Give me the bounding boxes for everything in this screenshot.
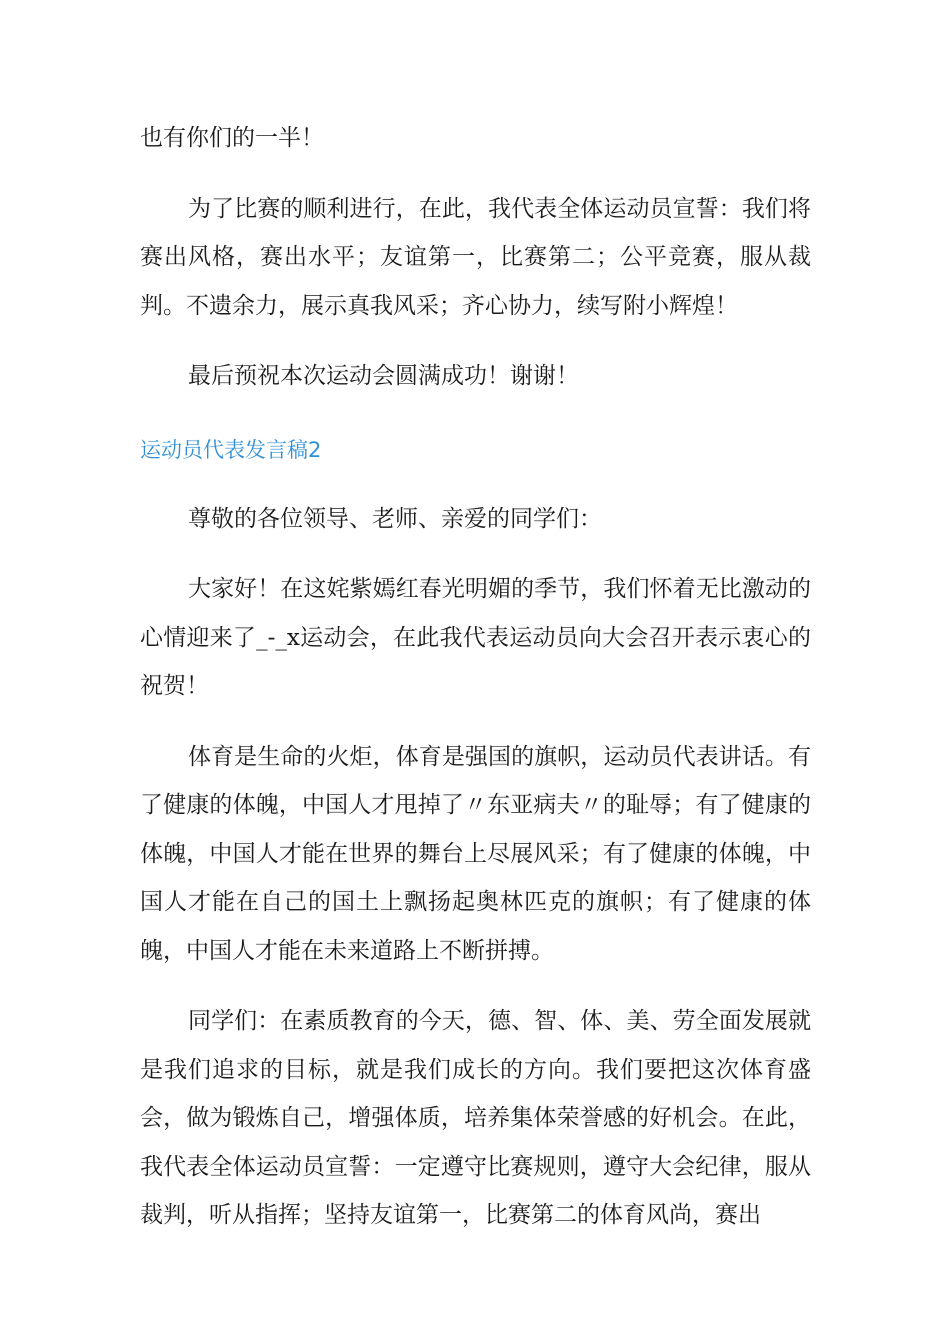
- paragraph-continuation: 也有你们的一半！: [140, 125, 324, 151]
- paragraph-greeting: 大家好！在这姹紫嫣红春光明媚的季节，我们怀着无比激动的心情迎来了_-_x运动会，在此我代表运动员向大会召开表示衷心的祝贺！: [140, 576, 811, 699]
- section-heading: 运动员代表发言稿2: [140, 437, 322, 462]
- paragraph-oath: 为了比赛的顺利进行，在此，我代表全体运动员宣誓：我们将赛出风格，赛出水平；友谊第一，比赛第二；公平竞赛，服从裁判。不遗余力，展示真我风采；齐心协力，续写附小辉煌！: [140, 195, 811, 319]
- paragraph-students-oath: 同学们：在素质教育的今天，德、智、体、美、劳全面发展就是我们追求的目标，就是我们成长的方向。我们要把这次体育盛会，做为锻炼自己，增强体质，培养集体荣誉感的好机会。在此，我代表全体运动员宣誓：一定遵守比赛规则，遵守大会纪律，服从裁判，听从指挥；坚持友谊第一，比赛第二的体育风尚，赛出: [140, 1008, 811, 1228]
- paragraph-closing-wish: 最后预祝本次运动会圆满成功！谢谢！: [188, 363, 579, 389]
- paragraph-sports-importance: 体育是生命的火炬，体育是强国的旗帜，运动员代表讲话。有了健康的体魄，中国人才甩掉了〃东亚病夫〃的耻辱；有了健康的体魄，中国人才能在世界的舞台上尽展风采；有了健康的体魄，中国人才能在自己的国土上飘扬起奥林匹克的旗帜；有了健康的体魄，中国人才能在未来道路上不断拼搏。: [140, 743, 811, 964]
- paragraph-salutation: 尊敬的各位领导、老师、亲爱的同学们：: [188, 505, 602, 532]
